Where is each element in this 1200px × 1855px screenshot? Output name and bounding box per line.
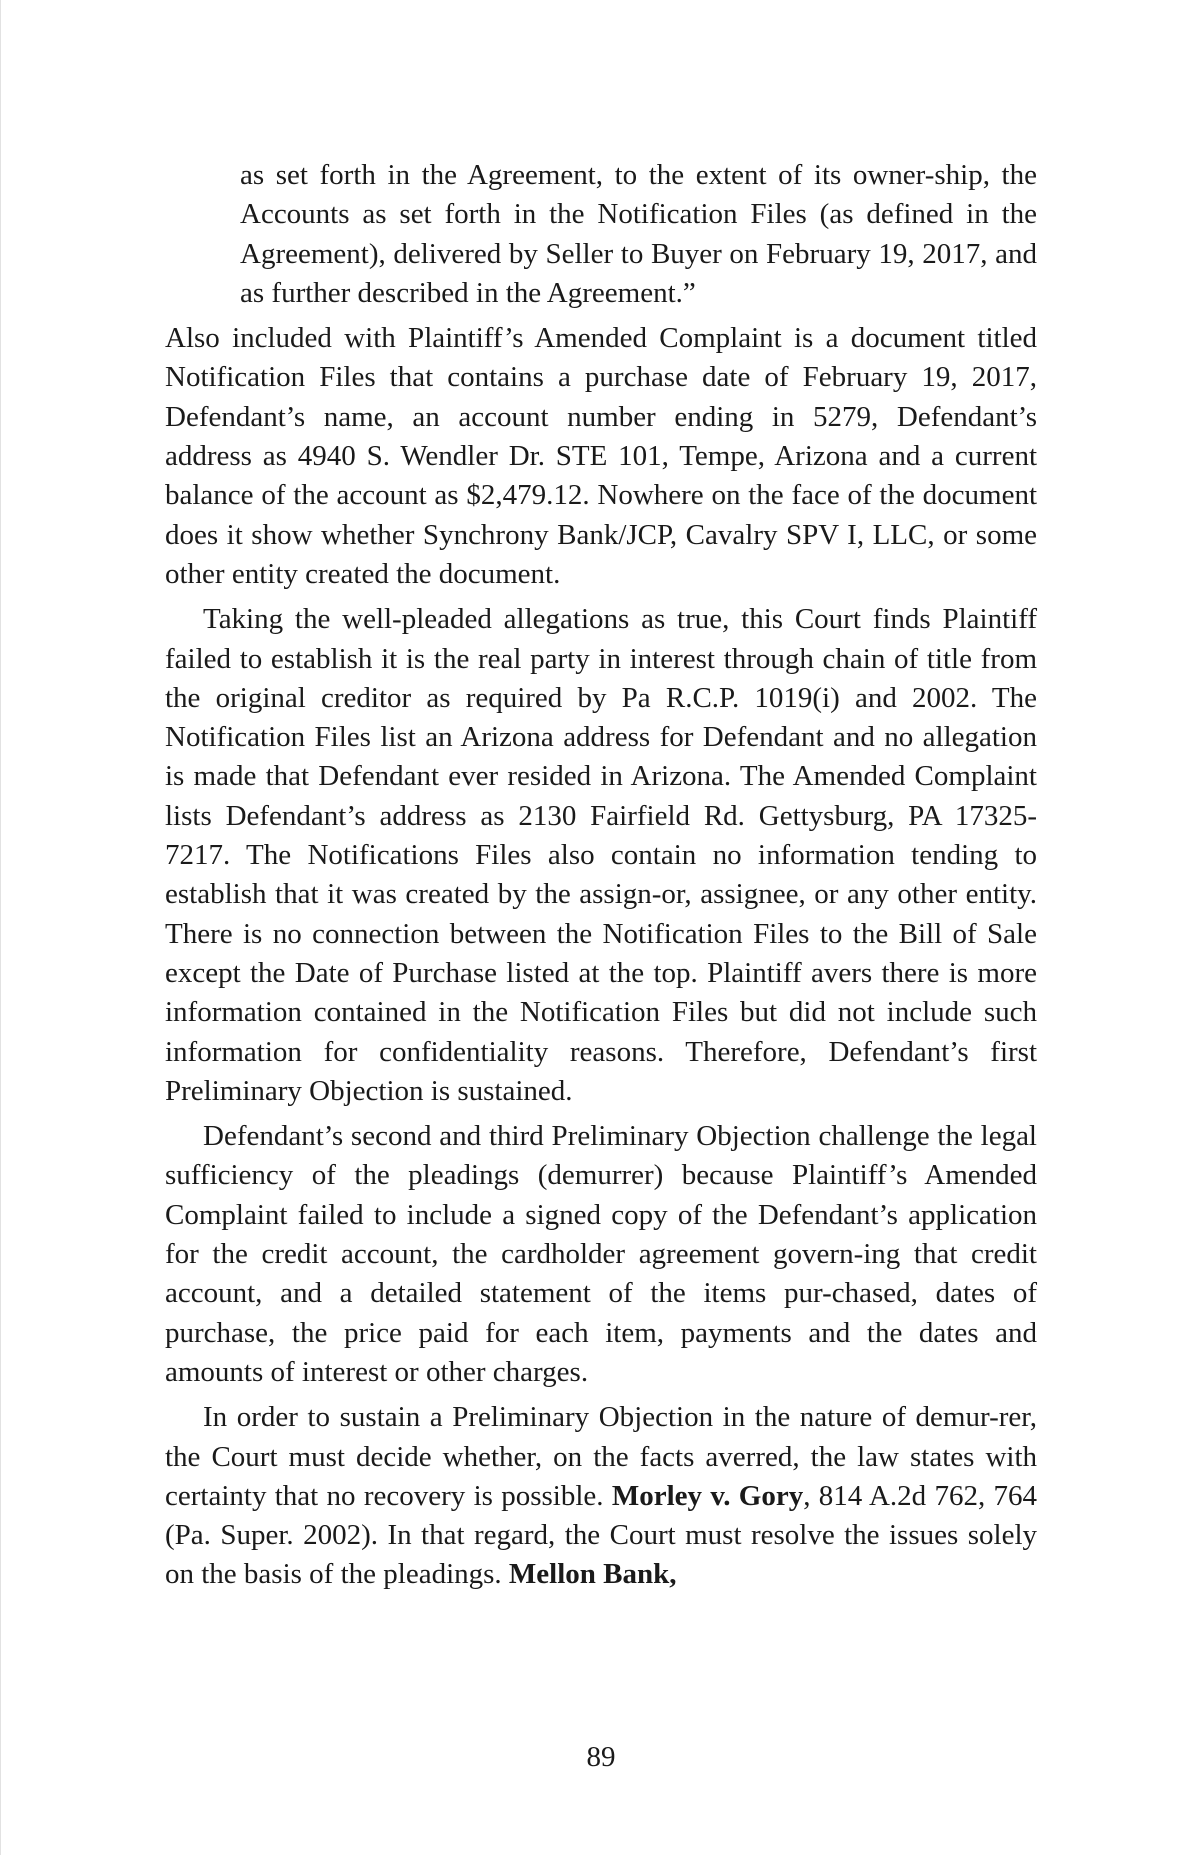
paragraph-text: , 814 A.2d 762, 764 (Pa. Super. 2002). In that regard, the Court must resolve the issues solely on the basis of the pleadings. [165, 1479, 1038, 1591]
paragraph-demurrer-standard [165, 1398, 1037, 1594]
case-citation-mellon: Mellon Bank, [508, 1558, 677, 1591]
page-number: 89 [586, 1741, 616, 1773]
paragraph-demurrer-objections: Defendant’s second and third Preliminary Objection challenge the legal sufficiency of the pleadings (demurrer) because Plaintiff’s Amended Complaint failed to include a signed copy of the Defendant’s application for the credit account, the cardholder agreement govern-ing that credit account, and a detailed statement of the items pur-chased, dates of purchase, the price paid for each item, payments and the dates and amounts of interest or other charges. [165, 1120, 1037, 1388]
block-quote: as set forth in the Agreement, to the extent of its owner-ship, the Accounts as set forth in the Notification Files (as defined in the Agreement), delivered by Seller to Buyer on February 19, 2017, and as further described in the Agreement.” [240, 159, 1037, 309]
body-text [165, 156, 1037, 1601]
case-citation-morley: Morley v. Gory [611, 1479, 804, 1512]
paragraph-notification-files: Also included with Plaintiff’s Amended Complaint is a document titled Notification Files that contains a purchase date of February 19, 2017, Defendant’s name, an account number ending in 5279, Defendant’s address as 4940 S. Wendler Dr. STE 101, Tempe, Arizona and a current balance of the account as $2,479.12. Nowhere on the face of the document does it show whether Synchrony Bank/JCP, Cavalry SPV I, LLC, or some other entity created the document. [165, 322, 1037, 590]
paragraph-real-party-in-interest: Taking the well-pleaded allegations as true, this Court finds Plaintiff failed to establish it is the real party in interest through chain of title from the original creditor as required by Pa R.C.P. 1019(i) and 2002. The Notification Files list an Arizona address for Defendant and no allegation is made that Defendant ever resided in Arizona. The Amended Complaint lists Defendant’s address as 2130 Fairfield Rd. Gettysburg, PA 17325-7217. The Notifications Files also contain no information tending to establish that it was created by the assign-or, assignee, or any other entity. There is no connection between the Notification Files to the Bill of Sale except the Date of Purchase listed at the top. Plaintiff avers there is more information contained in the Notification Files but did not include such information for confidentiality reasons. Therefore, Defendant’s first Preliminary Objection is sustained. [165, 603, 1037, 1107]
paragraph-text: In order to sustain a Preliminary Objection in the nature of demur-rer, the Court must decide whether, on the facts averred, the law states with certainty that no recovery is possible. [165, 1401, 1037, 1512]
